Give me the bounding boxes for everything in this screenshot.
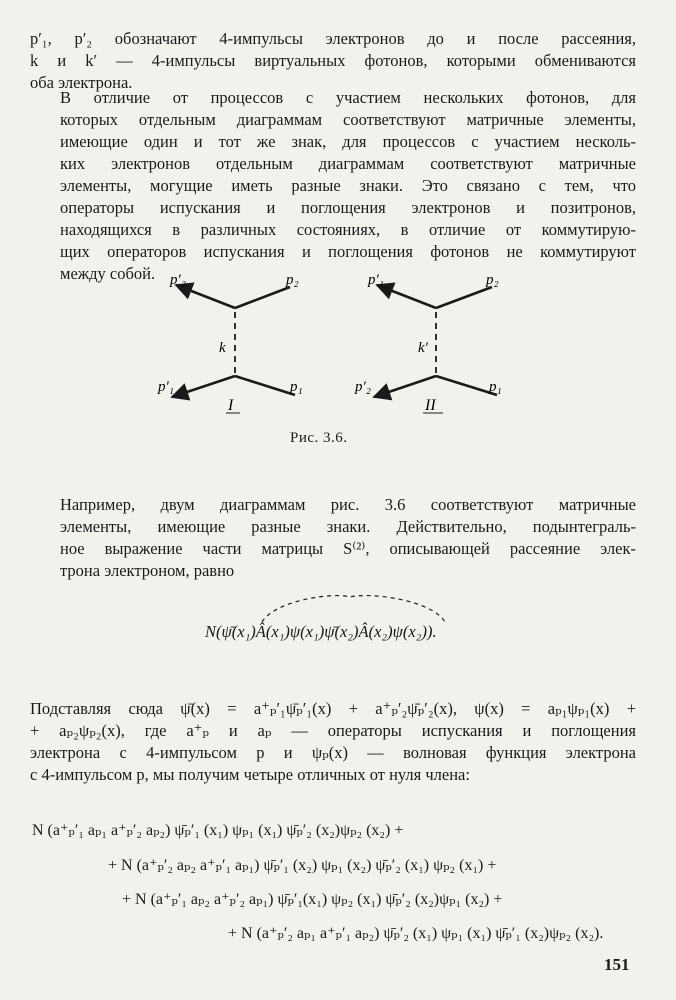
incoming-electron-line <box>235 287 290 308</box>
text-line: оба электрона. <box>30 73 133 92</box>
text-line: ких электронов отдельным диаграммам соответствуют матричные <box>60 154 636 173</box>
incoming-electron-line <box>235 376 295 395</box>
text-line: ное выражение части матрицы S⁽²⁾, описывающей рассеяние элек- <box>60 539 636 558</box>
diagram-numeral: I <box>228 397 234 414</box>
label-top-left: p′₁ <box>368 272 384 288</box>
text-line: операторы испускания и поглощения электронов и позитронов, <box>60 198 636 217</box>
term-3: + N (a⁺ₚ′₁ aₚ₂ a⁺ₚ′₂ aₚ₁) ψ̄ₚ′₁(x₁) ψₚ₂ (x₁) ψ̄ₚ′₂ (x₂)ψₚ₁ (x₂) + <box>122 891 503 908</box>
text-line: k и k′ — 4-импульсы виртуальных фотонов, которыми обмениваются <box>30 51 636 70</box>
text-line: элементы, имеющие разные знаки. Действительно, подынтеграль- <box>60 517 636 536</box>
contraction-bracket <box>262 596 445 622</box>
label-photon: k <box>219 340 226 356</box>
incoming-electron-line <box>436 287 492 308</box>
paragraph-3 <box>30 494 636 582</box>
term-2: + N (a⁺ₚ′₂ aₚ₂ a⁺ₚ′₁ aₚ₁) ψ̄ₚ′₁ (x₂) ψₚ₁ (x₂) ψ̄ₚ′₂ (x₁) ψₚ₂ (x₁) + <box>108 857 497 874</box>
text-line: имеющие один и тот же знак, для процессов с участием несколь- <box>60 132 636 151</box>
text-line: трона электроном, равно <box>60 561 235 580</box>
text-line: которых отдельным диаграммам соответствуют матричные элементы, <box>60 110 636 129</box>
diagram-2 <box>354 272 502 414</box>
label-bottom-left: p′₁ <box>158 379 174 395</box>
text-line: элементы, могущие иметь разные знаки. Это связано с тем, что <box>60 176 636 195</box>
outgoing-electron-line <box>172 376 235 397</box>
page-number: 151 <box>604 955 630 974</box>
label-top-left: p′₂ <box>170 272 186 288</box>
label-bottom-right: p₁ <box>290 379 303 395</box>
diagram-1 <box>157 272 303 414</box>
text-line: щих операторов испускания и поглощения фотонов не коммутируют <box>60 242 636 261</box>
figure-caption: Рис. 3.6. <box>290 430 348 446</box>
text-line: Например, двум диаграммам рис. 3.6 соответствуют матричные <box>60 495 636 514</box>
text-line: между собой. <box>60 264 156 283</box>
outgoing-electron-line <box>377 285 436 308</box>
main-formula: N(ψ̄(x₁)Â(x₁)ψ(x₁)ψ̄(x₂)Â(x₂)ψ(x₂)). <box>205 622 437 641</box>
text-line: p′₁, p′₂ обозначают 4-импульсы электронов до и после рассеяния, <box>30 29 636 48</box>
label-bottom-left: p′₂ <box>355 379 371 395</box>
text-line: находящихся в различных состояниях, в отличие от коммутирую- <box>60 220 636 239</box>
incoming-electron-line <box>436 376 497 395</box>
label-bottom-right: p₁ <box>489 379 502 395</box>
text-line: + aₚ₂ψₚ₂(x), где a⁺ₚ и aₚ — операторы испускания и поглощения <box>30 721 636 740</box>
label-top-right: p₂ <box>486 272 499 288</box>
diagram-numeral: II <box>425 397 436 414</box>
paragraph-4 <box>30 698 636 786</box>
label-top-right: p₂ <box>286 272 299 288</box>
label-photon: k′ <box>418 340 428 356</box>
outgoing-electron-line <box>176 285 235 308</box>
text-line: Подставляя сюда ψ̄(x) = a⁺ₚ′₁ψ̄ₚ′₁(x) + a⁺ₚ′₂ψ̄ₚ′₂(x), ψ(x) = aₚ₁ψₚ₁(x) + <box>30 699 636 718</box>
text-line: с 4-импульсом p, мы получим четыре отличных от нуля члена: <box>30 765 470 784</box>
term-1: N (a⁺ₚ′₁ aₚ₁ a⁺ₚ′₂ aₚ₂) ψ̄ₚ′₁ (x₁) ψₚ₁ (x₁) ψ̄ₚ′₂ (x₂)ψₚ₂ (x₂) + <box>32 822 404 839</box>
term-4: + N (a⁺ₚ′₂ aₚ₁ a⁺ₚ′₁ aₚ₂) ψ̄ₚ′₂ (x₁) ψₚ₁ (x₁) ψ̄ₚ′₁ (x₂)ψₚ₂ (x₂). <box>228 925 604 942</box>
text-line: электрона с 4-импульсом p и ψₚ(x) — волновая функция электрона <box>30 743 636 762</box>
text-line: В отличие от процессов с участием нескольких фотонов, для <box>60 88 636 107</box>
outgoing-electron-line <box>374 376 436 397</box>
